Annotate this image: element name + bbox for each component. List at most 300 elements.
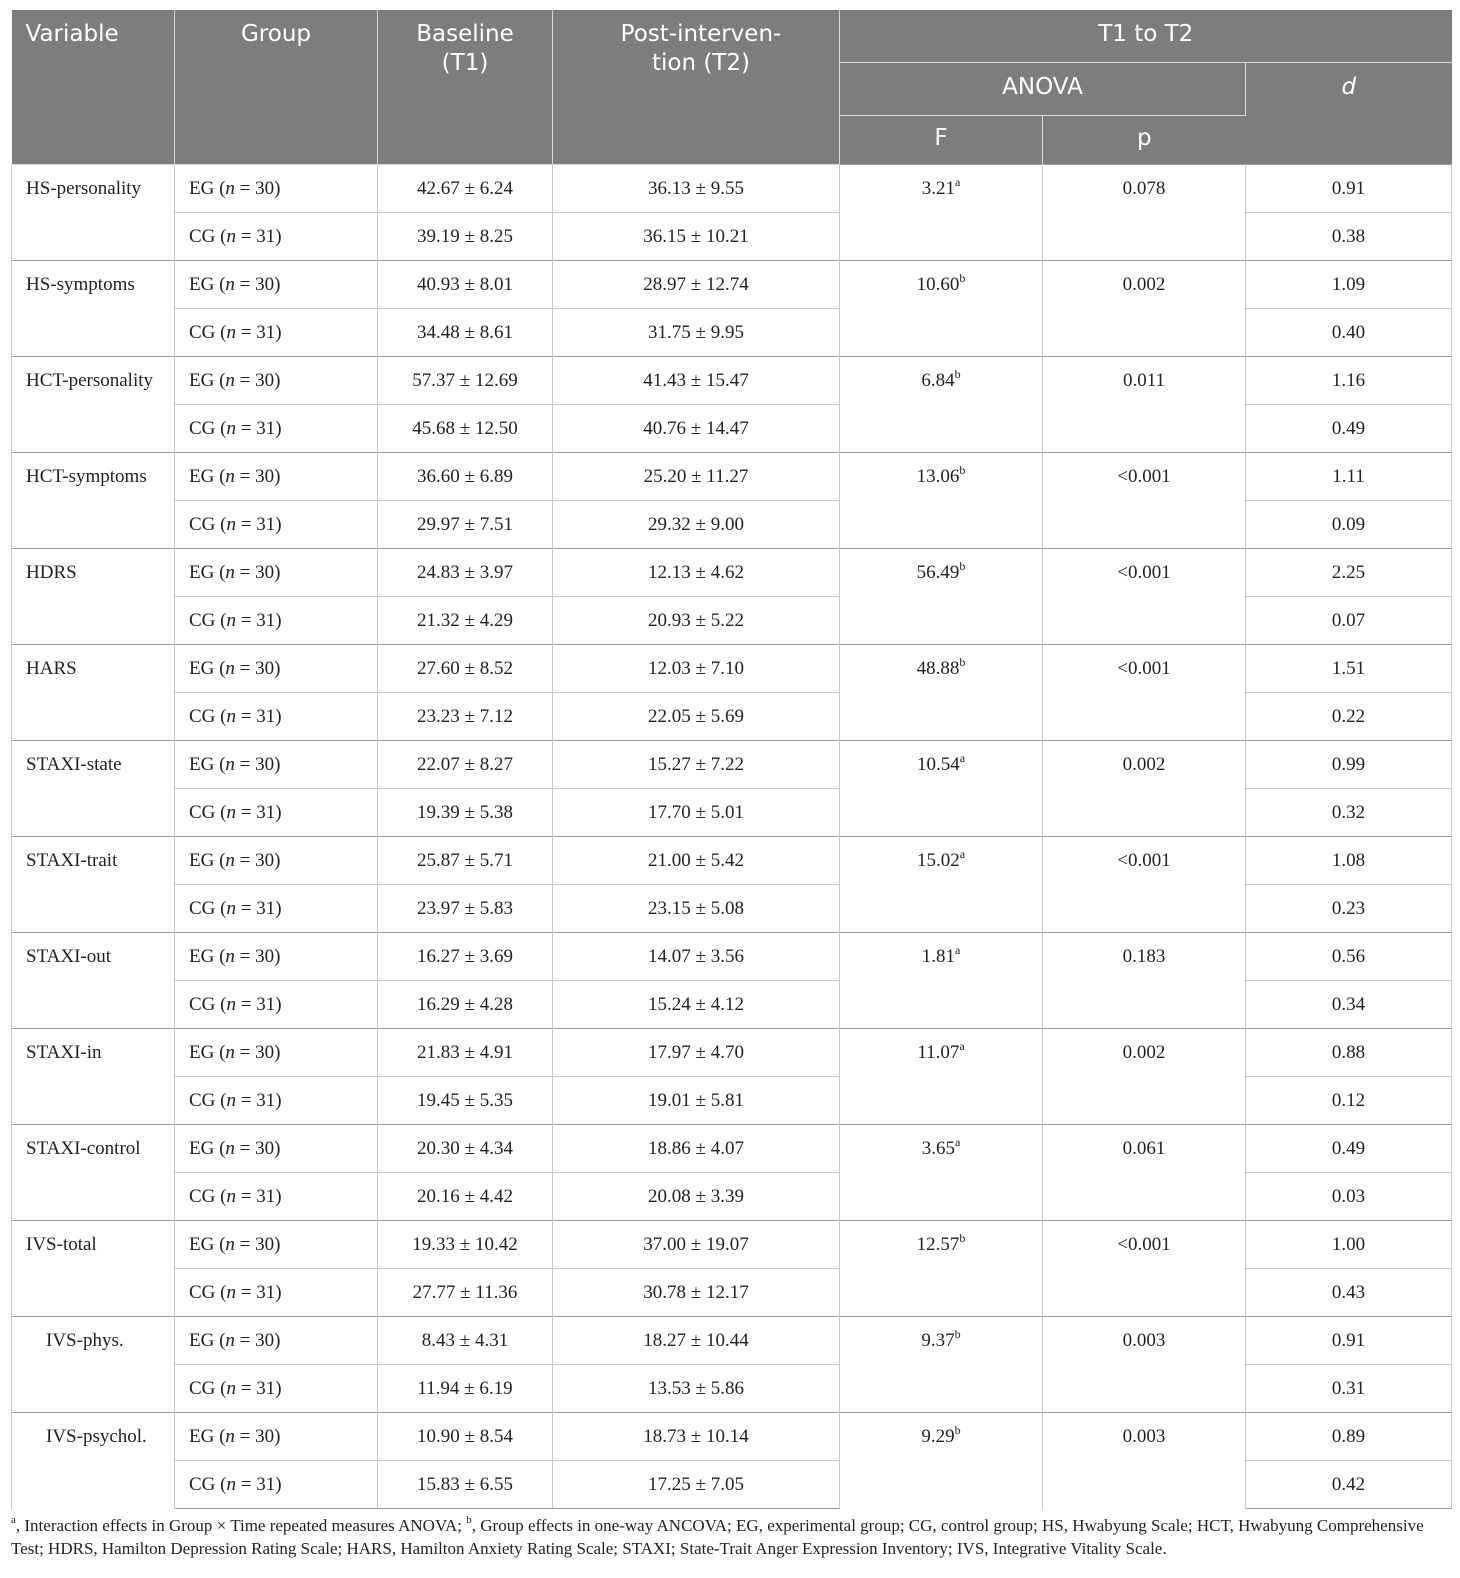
group-label: CG: [189, 802, 216, 823]
f-superscript: b: [959, 654, 966, 669]
group-cell: CG (n = 31): [175, 1173, 378, 1221]
p-cell: [1043, 261, 1246, 357]
p-cell: [1043, 1221, 1246, 1317]
f-value: 13.06: [916, 466, 960, 487]
baseline-cell: [378, 741, 553, 789]
post-value: 18.73 ± 10.14: [643, 1426, 749, 1447]
f-superscript: a: [959, 846, 966, 861]
table-header: [12, 10, 1452, 165]
n-symbol: n: [225, 562, 235, 583]
post-value: 15.24 ± 4.12: [648, 994, 744, 1015]
post-cell: [553, 1125, 840, 1173]
post-cell: [553, 501, 840, 549]
f-cell: [840, 453, 1043, 549]
p-cell: [1043, 933, 1246, 1029]
variable-name: IVS-psychol.: [46, 1426, 147, 1447]
post-value: 28.97 ± 12.74: [643, 274, 749, 295]
baseline-cell: [378, 1125, 553, 1173]
post-cell: [553, 309, 840, 357]
baseline-value: 27.77 ± 11.36: [412, 1282, 518, 1303]
post-cell: [553, 1077, 840, 1125]
post-value: 41.43 ± 15.47: [643, 370, 749, 391]
post-cell: [553, 165, 840, 213]
p-value: <0.001: [1117, 658, 1171, 679]
d-cell: [1246, 1317, 1452, 1365]
d-cell: [1246, 549, 1452, 597]
group-cell: EG (n = 30): [175, 1029, 378, 1077]
d-value: 0.49: [1331, 418, 1366, 439]
group-cell: CG (n = 31): [175, 1077, 378, 1125]
n-symbol: n: [226, 898, 236, 919]
baseline-value: 29.97 ± 7.51: [417, 514, 513, 535]
f-cell: [840, 1221, 1043, 1317]
post-value: 22.05 ± 5.69: [648, 706, 744, 727]
table-row: [12, 645, 1452, 693]
n-symbol: n: [225, 658, 235, 679]
group-label: CG: [189, 610, 216, 631]
variable-cell: [12, 357, 175, 453]
variable-cell: [12, 933, 175, 1029]
d-cell: [1246, 501, 1452, 549]
post-value: 36.15 ± 10.21: [643, 226, 749, 247]
baseline-value: 21.83 ± 4.91: [417, 1042, 513, 1063]
variable-cell: [12, 1029, 175, 1125]
f-superscript: b: [959, 558, 966, 573]
table-row: [12, 1413, 1452, 1461]
table-row: [12, 549, 1452, 597]
d-value: 0.38: [1331, 226, 1366, 247]
n-symbol: n: [225, 466, 235, 487]
group-n: 31: [256, 1474, 276, 1495]
group-label: EG: [189, 1330, 215, 1351]
d-cell: [1246, 837, 1452, 885]
d-value: 0.09: [1331, 514, 1366, 535]
variable-name: STAXI-in: [26, 1042, 102, 1063]
post-cell: [553, 1461, 840, 1509]
group-cell: EG (n = 30): [175, 1221, 378, 1269]
group-label: CG: [189, 1090, 216, 1111]
d-value: 1.08: [1331, 850, 1366, 871]
table-row: [12, 741, 1452, 789]
baseline-cell: [378, 1077, 553, 1125]
post-cell: [553, 1413, 840, 1461]
post-cell: [553, 981, 840, 1029]
post-value: 37.00 ± 19.07: [643, 1234, 749, 1255]
n-symbol: n: [226, 514, 236, 535]
group-n: 30: [255, 370, 275, 391]
group-cell: CG (n = 31): [175, 501, 378, 549]
n-symbol: n: [225, 370, 235, 391]
header-t1-to-t2: T1 to T2: [840, 10, 1452, 63]
f-cell: [840, 1029, 1043, 1125]
baseline-value: 16.29 ± 4.28: [417, 994, 513, 1015]
baseline-value: 36.60 ± 6.89: [417, 466, 513, 487]
d-value: 0.32: [1331, 802, 1366, 823]
d-value: 0.42: [1331, 1474, 1366, 1495]
baseline-value: 39.19 ± 8.25: [417, 226, 513, 247]
baseline-cell: [378, 309, 553, 357]
footnote-mark-a: a: [11, 1514, 16, 1527]
post-value: 12.03 ± 7.10: [648, 658, 744, 679]
group-n: 31: [256, 706, 276, 727]
baseline-cell: [378, 357, 553, 405]
d-cell: [1246, 261, 1452, 309]
f-cell: [840, 1125, 1043, 1221]
d-cell: [1246, 165, 1452, 213]
group-label: CG: [189, 1474, 216, 1495]
group-label: EG: [189, 562, 215, 583]
group-cell: EG (n = 30): [175, 645, 378, 693]
f-superscript: b: [959, 462, 966, 477]
d-cell: [1246, 885, 1452, 933]
group-cell: EG (n = 30): [175, 1413, 378, 1461]
variable-cell: [12, 741, 175, 837]
p-value: <0.001: [1117, 850, 1171, 871]
f-value: 3.21: [921, 178, 955, 199]
baseline-value: 20.16 ± 4.42: [417, 1186, 513, 1207]
post-value: 40.76 ± 14.47: [643, 418, 749, 439]
group-n: 30: [255, 754, 275, 775]
f-cell: [840, 741, 1043, 837]
d-value: 0.03: [1331, 1186, 1366, 1207]
n-symbol: n: [226, 1378, 236, 1399]
post-value: 29.32 ± 9.00: [648, 514, 744, 535]
group-label: EG: [189, 1042, 215, 1063]
p-cell: [1043, 741, 1246, 837]
d-cell: [1246, 1365, 1452, 1413]
group-n: 31: [256, 994, 276, 1015]
n-symbol: n: [226, 418, 236, 439]
p-cell: [1043, 1029, 1246, 1125]
d-cell: [1246, 1461, 1452, 1509]
variable-name: HDRS: [26, 562, 77, 583]
p-cell: [1043, 645, 1246, 741]
p-cell: [1043, 1125, 1246, 1221]
post-cell: [553, 693, 840, 741]
table-row: [12, 165, 1452, 213]
results-table: [11, 10, 1452, 1509]
f-value: 10.60: [916, 274, 960, 295]
group-label: EG: [189, 850, 215, 871]
d-cell: [1246, 357, 1452, 405]
baseline-value: 15.83 ± 6.55: [417, 1474, 513, 1495]
post-cell: [553, 261, 840, 309]
post-cell: [553, 1221, 840, 1269]
post-cell: [553, 1365, 840, 1413]
d-value: 0.99: [1331, 754, 1366, 775]
d-value: 0.88: [1331, 1042, 1366, 1063]
baseline-value: 20.30 ± 4.34: [417, 1138, 513, 1159]
d-cell: [1246, 789, 1452, 837]
variable-name: IVS-phys.: [46, 1330, 124, 1351]
variable-cell: [12, 453, 175, 549]
baseline-value: 24.83 ± 3.97: [417, 562, 513, 583]
header-post-intervention: Post-interven-tion (T2): [553, 10, 840, 165]
baseline-cell: [378, 837, 553, 885]
group-cell: CG (n = 31): [175, 1269, 378, 1317]
d-value: 0.22: [1331, 706, 1366, 727]
post-cell: [553, 885, 840, 933]
baseline-cell: [378, 645, 553, 693]
post-cell: [553, 453, 840, 501]
d-cell: [1246, 309, 1452, 357]
post-value: 14.07 ± 3.56: [648, 946, 744, 967]
post-value: 17.25 ± 7.05: [648, 1474, 744, 1495]
f-value: 11.07: [917, 1042, 960, 1063]
p-value: 0.011: [1122, 370, 1166, 391]
baseline-cell: [378, 1029, 553, 1077]
baseline-cell: [378, 165, 553, 213]
d-value: 0.34: [1331, 994, 1366, 1015]
group-label: EG: [189, 466, 215, 487]
baseline-cell: [378, 693, 553, 741]
baseline-value: 11.94 ± 6.19: [417, 1378, 513, 1399]
f-superscript: b: [954, 366, 961, 381]
p-value: <0.001: [1117, 562, 1171, 583]
baseline-cell: [378, 1461, 553, 1509]
table-row: [12, 1125, 1452, 1173]
baseline-value: 19.45 ± 5.35: [417, 1090, 513, 1111]
baseline-cell: [378, 1413, 553, 1461]
f-value: 15.02: [916, 850, 960, 871]
d-value: 1.51: [1331, 658, 1366, 679]
n-symbol: n: [225, 274, 235, 295]
header-anova: ANOVA: [840, 63, 1246, 116]
group-cell: EG (n = 30): [175, 1317, 378, 1365]
group-n: 31: [256, 1090, 276, 1111]
p-value: 0.183: [1122, 946, 1166, 967]
baseline-value: 23.23 ± 7.12: [417, 706, 513, 727]
header-d-label: d: [1341, 74, 1357, 100]
group-n: 30: [255, 946, 275, 967]
group-label: EG: [189, 178, 215, 199]
header-d: [1246, 63, 1452, 165]
p-value: 0.003: [1122, 1426, 1166, 1447]
n-symbol: n: [225, 178, 235, 199]
p-value: 0.002: [1122, 274, 1166, 295]
variable-name: STAXI-out: [26, 946, 112, 967]
p-cell: [1043, 1317, 1246, 1413]
group-n: 31: [256, 226, 276, 247]
f-superscript: a: [954, 1134, 961, 1149]
post-cell: [553, 789, 840, 837]
post-value: 25.20 ± 11.27: [643, 466, 749, 487]
group-n: 30: [255, 178, 275, 199]
f-superscript: b: [954, 1422, 961, 1437]
variable-cell: [12, 1221, 175, 1317]
n-symbol: n: [225, 754, 235, 775]
group-cell: CG (n = 31): [175, 309, 378, 357]
group-n: 31: [256, 1282, 276, 1303]
variable-cell: [12, 1413, 175, 1509]
group-n: 30: [255, 1426, 275, 1447]
variable-cell: [12, 1125, 175, 1221]
group-cell: CG (n = 31): [175, 213, 378, 261]
d-value: 0.56: [1331, 946, 1366, 967]
n-symbol: n: [225, 1426, 235, 1447]
p-value: <0.001: [1117, 1234, 1171, 1255]
post-value: 21.00 ± 5.42: [648, 850, 744, 871]
n-symbol: n: [225, 1234, 235, 1255]
d-cell: [1246, 597, 1452, 645]
d-value: 0.91: [1331, 178, 1366, 199]
post-value: 19.01 ± 5.81: [648, 1090, 744, 1111]
f-superscript: b: [959, 270, 966, 285]
f-cell: [840, 261, 1043, 357]
group-n: 30: [255, 274, 275, 295]
d-value: 2.25: [1331, 562, 1366, 583]
f-value: 6.84: [921, 370, 955, 391]
variable-cell: [12, 549, 175, 645]
post-value: 18.86 ± 4.07: [648, 1138, 744, 1159]
group-label: CG: [189, 706, 216, 727]
group-n: 31: [256, 1378, 276, 1399]
group-n: 30: [255, 658, 275, 679]
baseline-value: 19.39 ± 5.38: [417, 802, 513, 823]
n-symbol: n: [226, 1282, 236, 1303]
group-n: 31: [256, 1186, 276, 1207]
variable-name: STAXI-control: [26, 1138, 141, 1159]
p-value: 0.078: [1122, 178, 1166, 199]
footnote-mark-b: b: [466, 1514, 472, 1527]
group-cell: CG (n = 31): [175, 693, 378, 741]
group-cell: EG (n = 30): [175, 837, 378, 885]
baseline-value: 45.68 ± 12.50: [412, 418, 518, 439]
f-value: 48.88: [916, 658, 960, 679]
f-value: 3.65: [921, 1138, 955, 1159]
post-cell: [553, 1029, 840, 1077]
footnote-text-a: , Interaction effects in Group × Time repeated measures ANOVA;: [15, 1516, 467, 1535]
table-row: [12, 1221, 1452, 1269]
baseline-value: 40.93 ± 8.01: [417, 274, 513, 295]
group-n: 31: [256, 610, 276, 631]
header-f: F: [840, 116, 1043, 165]
baseline-value: 23.97 ± 5.83: [417, 898, 513, 919]
d-value: 1.00: [1331, 1234, 1366, 1255]
f-cell: [840, 1317, 1043, 1413]
baseline-cell: [378, 453, 553, 501]
group-label: CG: [189, 1282, 216, 1303]
post-cell: [553, 1317, 840, 1365]
f-superscript: a: [954, 174, 961, 189]
f-value: 1.81: [921, 946, 955, 967]
variable-name: STAXI-state: [26, 754, 122, 775]
table-body: [12, 165, 1452, 1509]
results-table-container: [11, 10, 1451, 1509]
group-n: 30: [255, 1138, 275, 1159]
group-label: CG: [189, 322, 216, 343]
baseline-value: 10.90 ± 8.54: [417, 1426, 513, 1447]
d-value: 0.43: [1331, 1282, 1366, 1303]
variable-name: STAXI-trait: [26, 850, 118, 871]
d-value: 0.31: [1331, 1378, 1366, 1399]
n-symbol: n: [226, 1090, 236, 1111]
d-cell: [1246, 1125, 1452, 1173]
d-value: 0.07: [1331, 610, 1366, 631]
n-symbol: n: [225, 946, 235, 967]
n-symbol: n: [226, 610, 236, 631]
baseline-value: 42.67 ± 6.24: [417, 178, 513, 199]
d-value: 1.16: [1331, 370, 1366, 391]
group-n: 31: [256, 898, 276, 919]
n-symbol: n: [225, 1042, 235, 1063]
table-row: [12, 837, 1452, 885]
post-cell: [553, 213, 840, 261]
variable-name: HARS: [26, 658, 77, 679]
f-superscript: a: [959, 1038, 965, 1053]
p-cell: [1043, 549, 1246, 645]
n-symbol: n: [225, 1138, 235, 1159]
baseline-cell: [378, 501, 553, 549]
post-value: 12.13 ± 4.62: [648, 562, 744, 583]
baseline-value: 25.87 ± 5.71: [417, 850, 513, 871]
group-cell: EG (n = 30): [175, 933, 378, 981]
d-cell: [1246, 1077, 1452, 1125]
baseline-cell: [378, 549, 553, 597]
group-label: EG: [189, 658, 215, 679]
group-label: EG: [189, 1426, 215, 1447]
variable-cell: [12, 1317, 175, 1413]
group-n: 30: [255, 1042, 275, 1063]
f-cell: [840, 165, 1043, 261]
baseline-value: 57.37 ± 12.69: [412, 370, 518, 391]
f-superscript: a: [954, 942, 961, 957]
group-n: 31: [256, 802, 276, 823]
variable-name: HS-personality: [26, 178, 142, 199]
post-cell: [553, 357, 840, 405]
baseline-cell: [378, 1317, 553, 1365]
d-cell: [1246, 1413, 1452, 1461]
group-n: 31: [256, 514, 276, 535]
group-label: EG: [189, 370, 215, 391]
n-symbol: n: [225, 850, 235, 871]
table-row: [12, 357, 1452, 405]
group-label: CG: [189, 994, 216, 1015]
post-value: 17.97 ± 4.70: [648, 1042, 744, 1063]
post-cell: [553, 741, 840, 789]
group-cell: CG (n = 31): [175, 1365, 378, 1413]
f-value: 9.37: [921, 1330, 955, 1351]
n-symbol: n: [226, 706, 236, 727]
variable-name: HCT-personality: [26, 370, 154, 391]
post-value: 18.27 ± 10.44: [643, 1330, 749, 1351]
d-value: 1.09: [1331, 274, 1366, 295]
group-label: CG: [189, 514, 216, 535]
post-value: 13.53 ± 5.86: [648, 1378, 744, 1399]
group-cell: EG (n = 30): [175, 261, 378, 309]
f-value: 10.54: [916, 754, 960, 775]
d-cell: [1246, 1173, 1452, 1221]
f-cell: [840, 549, 1043, 645]
baseline-cell: [378, 261, 553, 309]
d-cell: [1246, 453, 1452, 501]
variable-cell: [12, 165, 175, 261]
post-value: 23.15 ± 5.08: [648, 898, 744, 919]
baseline-value: 22.07 ± 8.27: [417, 754, 513, 775]
d-cell: [1246, 693, 1452, 741]
group-label: CG: [189, 1186, 216, 1207]
post-value: 20.93 ± 5.22: [648, 610, 744, 631]
baseline-cell: [378, 1365, 553, 1413]
d-value: 0.89: [1331, 1426, 1366, 1447]
post-value: 31.75 ± 9.95: [648, 322, 744, 343]
baseline-cell: [378, 789, 553, 837]
d-value: 0.23: [1331, 898, 1366, 919]
post-cell: [553, 933, 840, 981]
baseline-cell: [378, 597, 553, 645]
group-cell: EG (n = 30): [175, 741, 378, 789]
post-cell: [553, 405, 840, 453]
